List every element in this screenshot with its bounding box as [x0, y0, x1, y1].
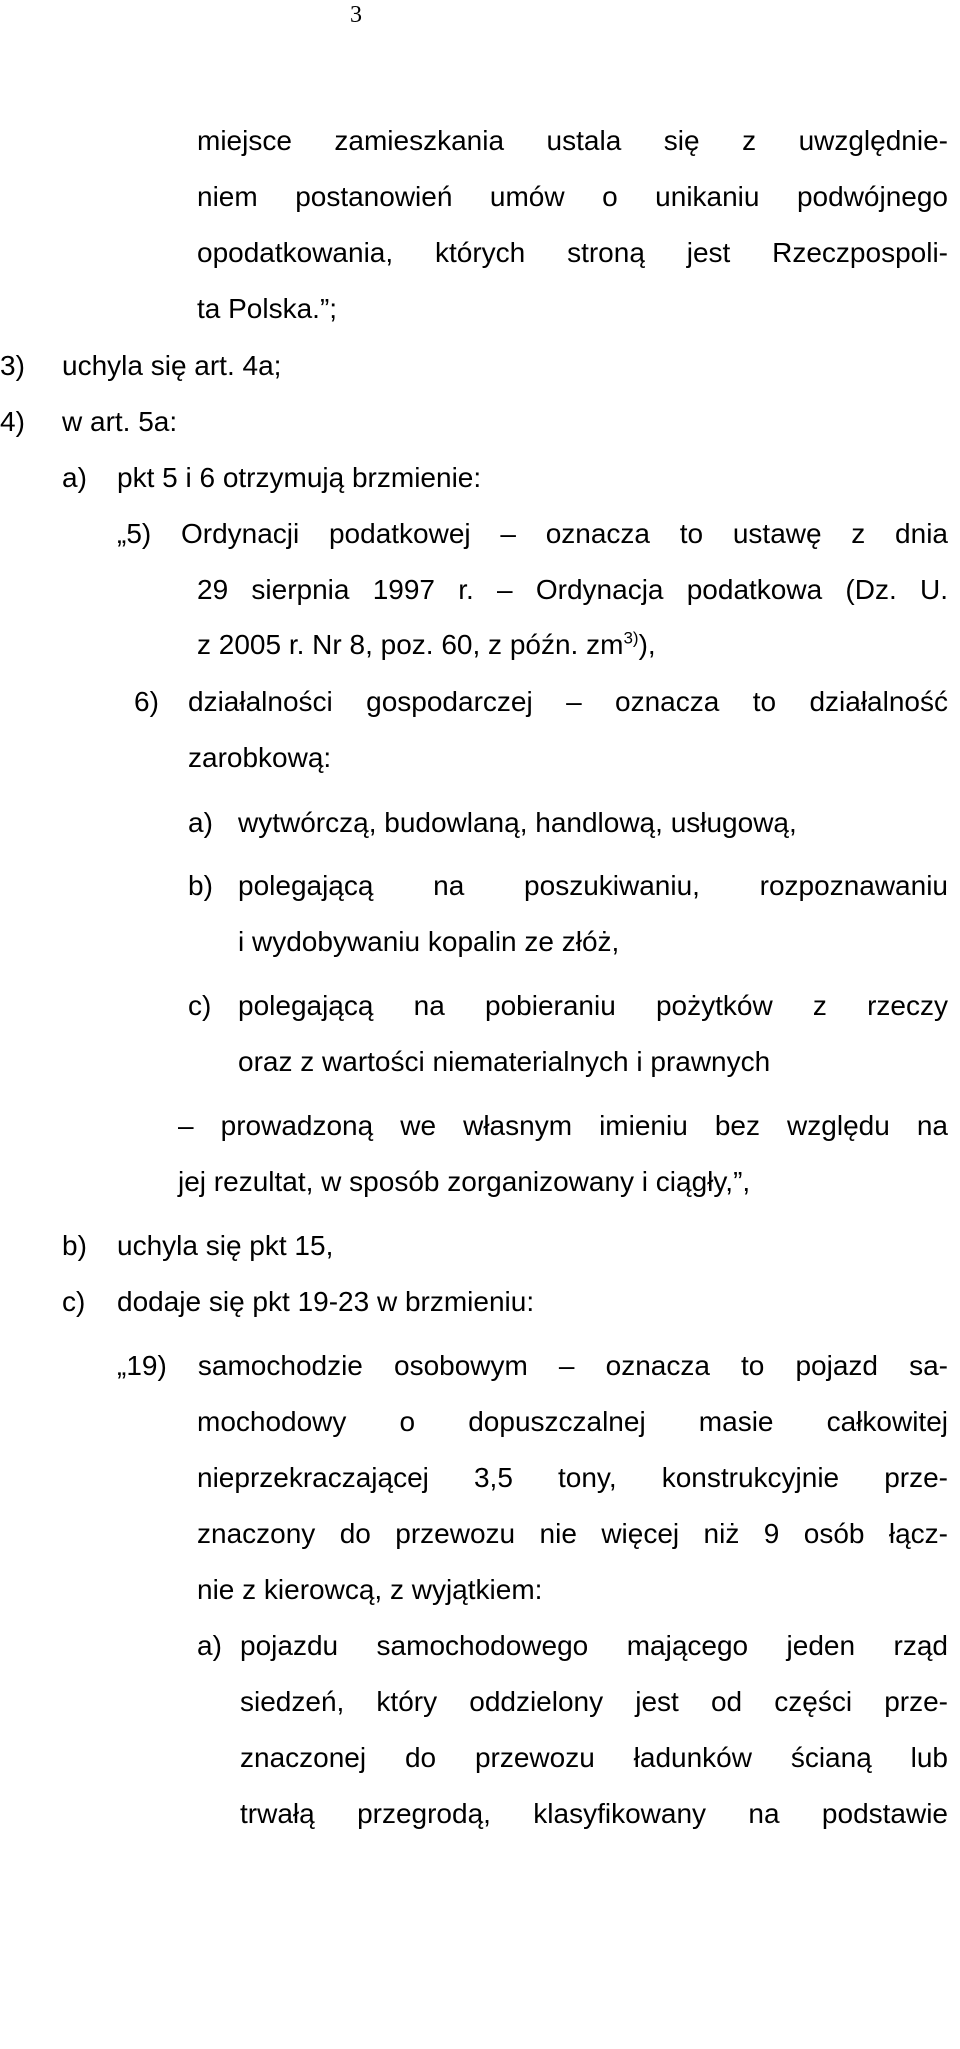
- item-label: 4): [0, 406, 25, 437]
- text-line: „5) Ordynacji podatkowej – oznacza to ustawę z dnia: [117, 518, 948, 549]
- text-line: miejsce zamieszkania ustala się z uwzględnie-: [197, 125, 948, 156]
- text-line: – prowadzoną we własnym imieniu bez względu na: [178, 1110, 948, 1141]
- item-label: a): [62, 462, 87, 493]
- page-number: 3: [350, 2, 362, 28]
- text-span: ),: [638, 629, 656, 660]
- text-line: wytwórczą, budowlaną, handlową, usługową,: [238, 807, 797, 838]
- text-line: uchyla się art. 4a;: [62, 350, 282, 381]
- text-line: działalności gospodarczej – oznacza to działalność: [188, 686, 948, 717]
- text-line: ta Polska.”;: [197, 293, 338, 324]
- text-line: nieprzekraczającej 3,5 tony, konstrukcyjnie prze-: [197, 1462, 948, 1493]
- text-line: uchyla się pkt 15,: [117, 1230, 334, 1261]
- text-line: i wydobywaniu kopalin ze złóż,: [238, 926, 620, 957]
- text-line: opodatkowania, których stroną jest Rzeczpospoli-: [197, 237, 948, 268]
- text-line: mochodowy o dopuszczalnej masie całkowitej: [197, 1406, 948, 1437]
- item-label: b): [62, 1230, 87, 1261]
- text-line: w art. 5a:: [62, 406, 178, 437]
- item-label: c): [188, 990, 212, 1021]
- text-line: oraz z wartości niematerialnych i prawnych: [238, 1046, 771, 1077]
- text-line: zarobkową:: [188, 742, 332, 773]
- item-label: a): [188, 807, 213, 838]
- item-label: c): [62, 1286, 86, 1317]
- text-line: dodaje się pkt 19-23 w brzmieniu:: [117, 1286, 535, 1317]
- item-label: 3): [0, 350, 25, 381]
- text-line: znaczonej do przewozu ładunków ścianą lub: [240, 1742, 948, 1773]
- text-line: „19) samochodzie osobowym – oznacza to pojazd sa-: [117, 1350, 948, 1381]
- text-line: pojazdu samochodowego mającego jeden rząd: [240, 1630, 948, 1661]
- text-line: 29 sierpnia 1997 r. – Ordynacja podatkowa (Dz. U.: [197, 574, 948, 605]
- text-span: z 2005 r. Nr 8, poz. 60, z późn. zm: [197, 629, 624, 660]
- text-line: polegającą na pobieraniu pożytków z rzeczy: [238, 990, 948, 1021]
- text-line: niem postanowień umów o unikaniu podwójnego: [197, 181, 948, 212]
- item-label: b): [188, 870, 213, 901]
- text-line: siedzeń, który oddzielony jest od części prze-: [240, 1686, 948, 1717]
- text-line: pkt 5 i 6 otrzymują brzmienie:: [117, 462, 482, 493]
- text-line: trwałą przegrodą, klasyfikowany na podstawie: [240, 1798, 948, 1829]
- text-line: nie z kierowcą, z wyjątkiem:: [197, 1574, 543, 1605]
- text-line: jej rezultat, w sposób zorganizowany i ciągły,”,: [178, 1166, 751, 1197]
- item-label: 6): [134, 686, 159, 717]
- item-label: a): [197, 1630, 222, 1661]
- text-line: polegającą na poszukiwaniu, rozpoznawaniu: [238, 870, 948, 901]
- text-line: [197, 627, 656, 663]
- footnote-ref: 3): [623, 628, 639, 648]
- text-line: znaczony do przewozu nie więcej niż 9 osób łącz-: [197, 1518, 948, 1549]
